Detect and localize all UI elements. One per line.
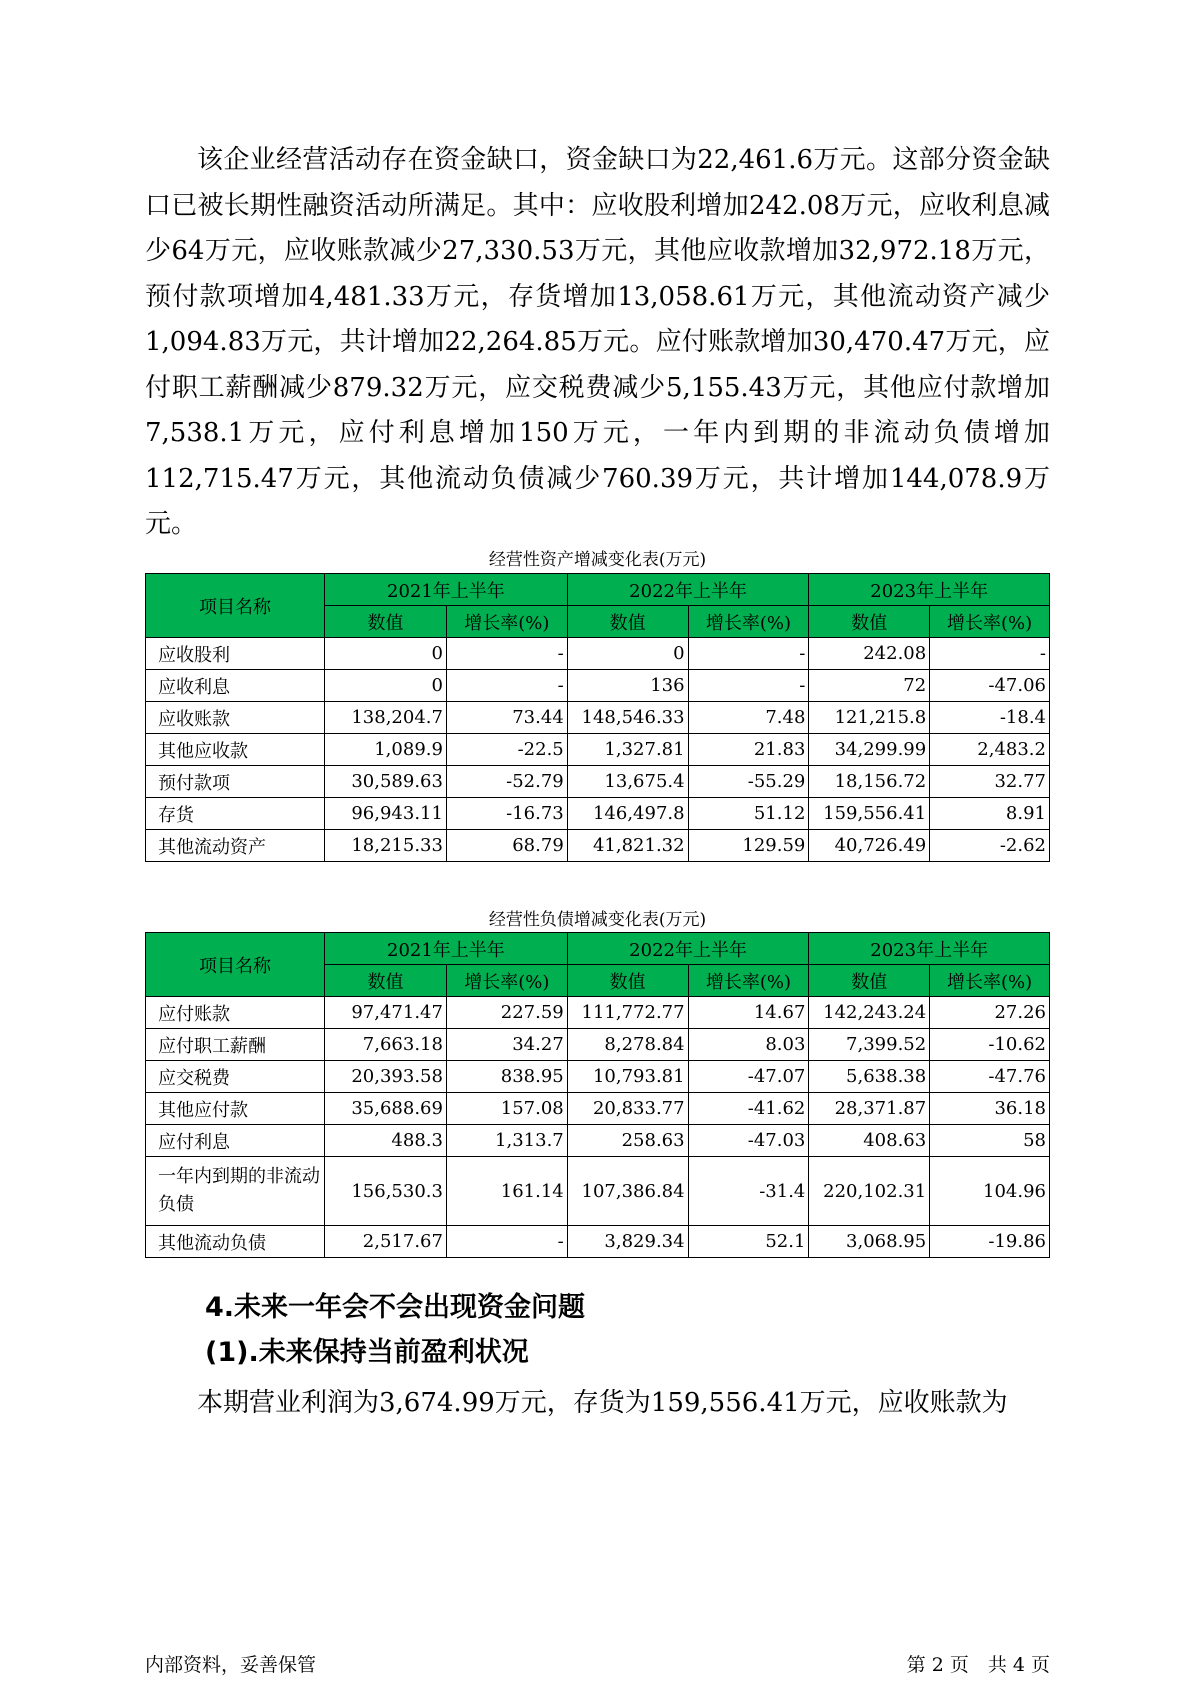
value-cell: 148,546.33 bbox=[567, 702, 688, 734]
row-label: 应收账款 bbox=[146, 702, 325, 734]
value-cell: 18,215.33 bbox=[325, 830, 447, 862]
value-cell: 1,327.81 bbox=[567, 734, 688, 766]
value-cell: 408.63 bbox=[809, 1125, 930, 1157]
table-row bbox=[146, 798, 1050, 830]
table2-period-2023: 2023年上半年 bbox=[809, 933, 1050, 965]
value-cell: 7,399.52 bbox=[809, 1029, 930, 1061]
growth-rate-cell: -55.29 bbox=[688, 766, 809, 798]
growth-rate-cell: -31.4 bbox=[688, 1157, 809, 1226]
growth-rate-cell: 104.96 bbox=[930, 1157, 1050, 1226]
growth-rate-cell: 73.44 bbox=[446, 702, 567, 734]
value-cell: 1,089.9 bbox=[325, 734, 447, 766]
row-label: 应收股利 bbox=[146, 638, 325, 670]
row-label: 应付账款 bbox=[146, 997, 325, 1029]
value-cell: 3,829.34 bbox=[567, 1226, 688, 1258]
growth-rate-cell: 227.59 bbox=[446, 997, 567, 1029]
table-row bbox=[146, 997, 1050, 1029]
growth-rate-cell: - bbox=[688, 638, 809, 670]
growth-rate-cell: 32.77 bbox=[930, 766, 1050, 798]
table1-period-2022: 2022年上半年 bbox=[567, 574, 809, 606]
closing-paragraph: 本期营业利润为3,674.99万元，存货为159,556.41万元，应收账款为 bbox=[197, 1388, 1008, 1418]
table2-sub-rate: 增长率(%) bbox=[446, 965, 567, 997]
value-cell: 8,278.84 bbox=[567, 1029, 688, 1061]
growth-rate-cell: 8.91 bbox=[930, 798, 1050, 830]
growth-rate-cell: 1,313.7 bbox=[446, 1125, 567, 1157]
value-cell: 3,068.95 bbox=[809, 1226, 930, 1258]
table1-sub-rate: 增长率(%) bbox=[930, 606, 1050, 638]
row-label: 其他流动负债 bbox=[146, 1226, 325, 1258]
value-cell: 28,371.87 bbox=[809, 1093, 930, 1125]
value-cell: 7,663.18 bbox=[325, 1029, 447, 1061]
footer-page-number: 第 2 页 共 4 页 bbox=[906, 1654, 1050, 1676]
table-row bbox=[146, 734, 1050, 766]
value-cell: 10,793.81 bbox=[567, 1061, 688, 1093]
table1-sub-value: 数值 bbox=[567, 606, 688, 638]
table2-sub-value: 数值 bbox=[809, 965, 930, 997]
table-row bbox=[146, 1093, 1050, 1125]
value-cell: 18,156.72 bbox=[809, 766, 930, 798]
table-row bbox=[146, 670, 1050, 702]
table-row bbox=[146, 766, 1050, 798]
growth-rate-cell: -18.4 bbox=[930, 702, 1050, 734]
table1-header-name: 项目名称 bbox=[146, 574, 325, 638]
intro-paragraph: 该企业经营活动存在资金缺口，资金缺口为22,461.6万元。这部分资金缺口已被长期性融资活动所满足。其中：应收股利增加242.08万元，应收利息减少64万元，应收账款减少27,330.53万元，其他应收款增加32,972.18万元，预付款项增加4,481.33万元，存货增加13,058.61万元，其他流动资产减少1,094.83万元，共计增加22,264.85万元。应付账款增加30,470.47万元，应付职工薪酬减少879.32万元，应交税费减少5,155.43万元，其他应付款增加7,538.1万元，应付利息增加150万元，一年内到期的非流动负债增加112,715.47万元，其他流动负债减少760.39万元，共计增加144,078.9万元。 bbox=[145, 145, 1050, 539]
table1-period-2023: 2023年上半年 bbox=[809, 574, 1050, 606]
table2-period-2021: 2021年上半年 bbox=[325, 933, 568, 965]
table-row bbox=[146, 1061, 1050, 1093]
table2-period-2022: 2022年上半年 bbox=[567, 933, 809, 965]
value-cell: 30,589.63 bbox=[325, 766, 447, 798]
value-cell: 20,833.77 bbox=[567, 1093, 688, 1125]
value-cell: 111,772.77 bbox=[567, 997, 688, 1029]
growth-rate-cell: -16.73 bbox=[446, 798, 567, 830]
table-row bbox=[146, 638, 1050, 670]
table2-sub-rate: 增长率(%) bbox=[688, 965, 809, 997]
growth-rate-cell: 157.08 bbox=[446, 1093, 567, 1125]
growth-rate-cell: - bbox=[446, 1226, 567, 1258]
growth-rate-cell: 27.26 bbox=[930, 997, 1050, 1029]
table2-sub-value: 数值 bbox=[325, 965, 447, 997]
growth-rate-cell: 2,483.2 bbox=[930, 734, 1050, 766]
table2-sub-rate: 增长率(%) bbox=[930, 965, 1050, 997]
growth-rate-cell: 161.14 bbox=[446, 1157, 567, 1226]
value-cell: 34,299.99 bbox=[809, 734, 930, 766]
value-cell: 242.08 bbox=[809, 638, 930, 670]
table1-body bbox=[146, 638, 1050, 862]
growth-rate-cell: 52.1 bbox=[688, 1226, 809, 1258]
table-row bbox=[146, 1029, 1050, 1061]
value-cell: 97,471.47 bbox=[325, 997, 447, 1029]
growth-rate-cell: 51.12 bbox=[688, 798, 809, 830]
section-heading-4-1: (1).未来保持当前盈利状况 bbox=[205, 1337, 529, 1368]
growth-rate-cell: -47.03 bbox=[688, 1125, 809, 1157]
row-label: 应交税费 bbox=[146, 1061, 325, 1093]
table-row bbox=[146, 1157, 1050, 1226]
liability-change-table bbox=[145, 932, 1050, 1258]
table1-sub-rate: 增长率(%) bbox=[446, 606, 567, 638]
value-cell: 146,497.8 bbox=[567, 798, 688, 830]
growth-rate-cell: 21.83 bbox=[688, 734, 809, 766]
growth-rate-cell: - bbox=[446, 670, 567, 702]
value-cell: 220,102.31 bbox=[809, 1157, 930, 1226]
growth-rate-cell: -47.76 bbox=[930, 1061, 1050, 1093]
value-cell: 138,204.7 bbox=[325, 702, 447, 734]
growth-rate-cell: 8.03 bbox=[688, 1029, 809, 1061]
value-cell: 121,215.8 bbox=[809, 702, 930, 734]
row-label: 应付利息 bbox=[146, 1125, 325, 1157]
section-heading-4: 4.未来一年会不会出现资金问题 bbox=[205, 1292, 586, 1323]
growth-rate-cell: 34.27 bbox=[446, 1029, 567, 1061]
row-label: 应付职工薪酬 bbox=[146, 1029, 325, 1061]
row-label: 其他应收款 bbox=[146, 734, 325, 766]
growth-rate-cell: -19.86 bbox=[930, 1226, 1050, 1258]
footer-left: 内部资料，妥善保管 bbox=[145, 1654, 317, 1676]
table2-caption: 经营性负债增减变化表(万元) bbox=[488, 910, 707, 930]
value-cell: 136 bbox=[567, 670, 688, 702]
growth-rate-cell: 58 bbox=[930, 1125, 1050, 1157]
table1-caption: 经营性资产增减变化表(万元) bbox=[488, 550, 707, 570]
growth-rate-cell: 36.18 bbox=[930, 1093, 1050, 1125]
asset-change-table bbox=[145, 573, 1050, 862]
value-cell: 107,386.84 bbox=[567, 1157, 688, 1226]
table-row bbox=[146, 1125, 1050, 1157]
row-label: 其他应付款 bbox=[146, 1093, 325, 1125]
value-cell: 96,943.11 bbox=[325, 798, 447, 830]
row-label: 其他流动资产 bbox=[146, 830, 325, 862]
growth-rate-cell: -47.07 bbox=[688, 1061, 809, 1093]
growth-rate-cell: 68.79 bbox=[446, 830, 567, 862]
value-cell: 488.3 bbox=[325, 1125, 447, 1157]
row-label: 应收利息 bbox=[146, 670, 325, 702]
table1-period-2021: 2021年上半年 bbox=[325, 574, 568, 606]
value-cell: 0 bbox=[325, 638, 447, 670]
value-cell: 258.63 bbox=[567, 1125, 688, 1157]
table1-sub-rate: 增长率(%) bbox=[688, 606, 809, 638]
value-cell: 142,243.24 bbox=[809, 997, 930, 1029]
growth-rate-cell: 14.67 bbox=[688, 997, 809, 1029]
value-cell: 20,393.58 bbox=[325, 1061, 447, 1093]
value-cell: 13,675.4 bbox=[567, 766, 688, 798]
growth-rate-cell: 838.95 bbox=[446, 1061, 567, 1093]
growth-rate-cell: - bbox=[688, 670, 809, 702]
growth-rate-cell: -52.79 bbox=[446, 766, 567, 798]
value-cell: 0 bbox=[325, 670, 447, 702]
row-label: 存货 bbox=[146, 798, 325, 830]
table-row bbox=[146, 1226, 1050, 1258]
value-cell: 72 bbox=[809, 670, 930, 702]
table1-sub-value: 数值 bbox=[325, 606, 447, 638]
value-cell: 0 bbox=[567, 638, 688, 670]
table1-sub-value: 数值 bbox=[809, 606, 930, 638]
growth-rate-cell: -47.06 bbox=[930, 670, 1050, 702]
growth-rate-cell: - bbox=[930, 638, 1050, 670]
growth-rate-cell: -10.62 bbox=[930, 1029, 1050, 1061]
row-label: 预付款项 bbox=[146, 766, 325, 798]
value-cell: 2,517.67 bbox=[325, 1226, 447, 1258]
growth-rate-cell: -22.5 bbox=[446, 734, 567, 766]
value-cell: 40,726.49 bbox=[809, 830, 930, 862]
table2-header-name: 项目名称 bbox=[146, 933, 325, 997]
table2-body bbox=[146, 997, 1050, 1258]
value-cell: 5,638.38 bbox=[809, 1061, 930, 1093]
table2-sub-value: 数值 bbox=[567, 965, 688, 997]
value-cell: 156,530.3 bbox=[325, 1157, 447, 1226]
value-cell: 35,688.69 bbox=[325, 1093, 447, 1125]
growth-rate-cell: - bbox=[446, 638, 567, 670]
growth-rate-cell: 7.48 bbox=[688, 702, 809, 734]
value-cell: 41,821.32 bbox=[567, 830, 688, 862]
table-row bbox=[146, 830, 1050, 862]
growth-rate-cell: 129.59 bbox=[688, 830, 809, 862]
row-label: 一年内到期的非流动负债 bbox=[146, 1157, 325, 1226]
growth-rate-cell: -2.62 bbox=[930, 830, 1050, 862]
growth-rate-cell: -41.62 bbox=[688, 1093, 809, 1125]
table-row bbox=[146, 702, 1050, 734]
value-cell: 159,556.41 bbox=[809, 798, 930, 830]
